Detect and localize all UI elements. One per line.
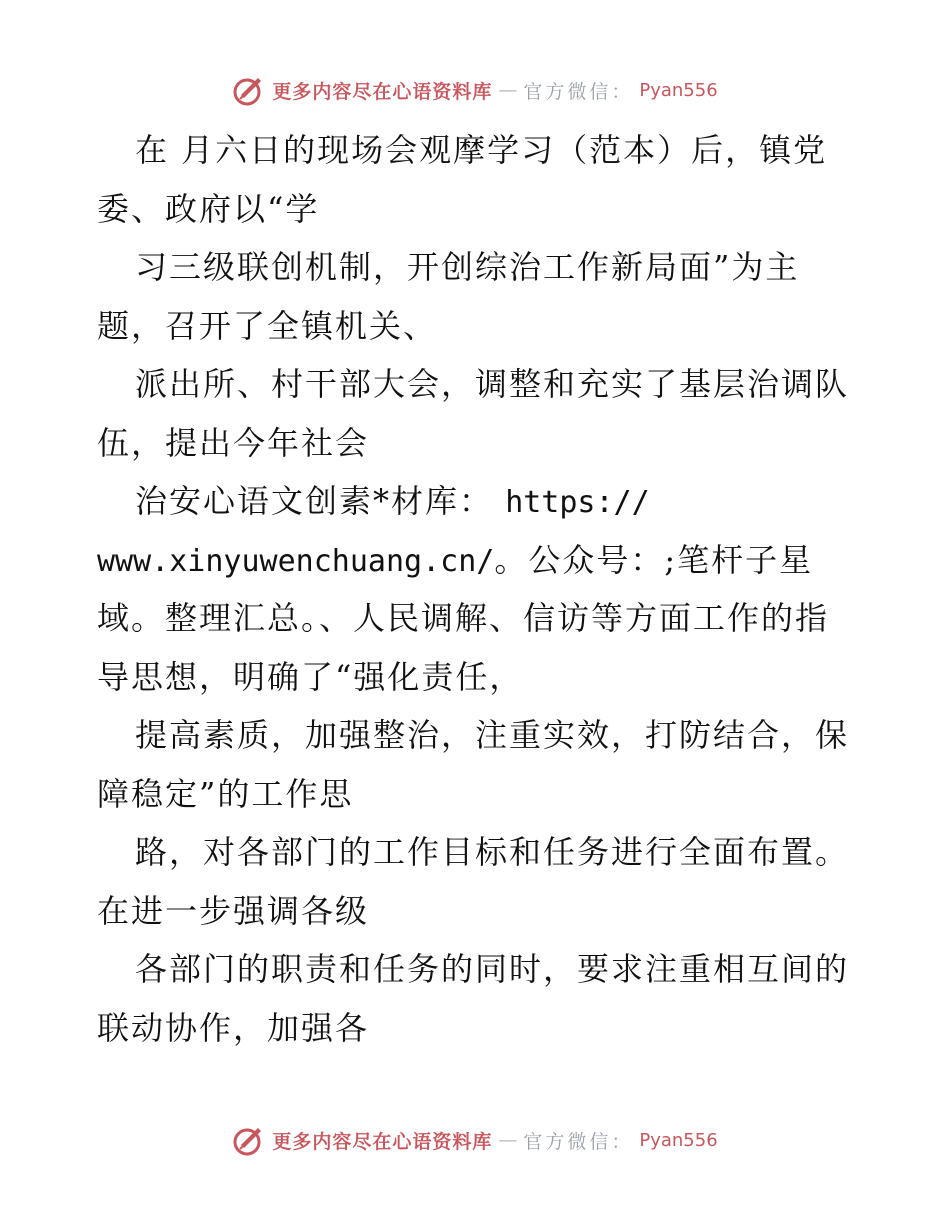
header-watermark bbox=[0, 70, 950, 110]
text-line: 导思想，明确了“强化责任， bbox=[97, 657, 524, 696]
text-line: 在进一步强调各级 bbox=[97, 891, 370, 930]
quill-pen-logo-icon bbox=[232, 73, 266, 107]
text-segment: 治安心语文创素*材库： bbox=[135, 482, 494, 520]
text-line: 伍，提出今年社会 bbox=[97, 423, 370, 462]
text-segment: 。公众号：;笔杆子星 bbox=[494, 540, 814, 579]
text-line: 在 月六日的现场会观摩学习（范本）后，镇党 bbox=[135, 131, 828, 169]
watermark-wechat-label: 官方微信： bbox=[523, 80, 634, 103]
text-line: 障稳定”的工作思 bbox=[97, 774, 354, 813]
watermark-main-text: 更多内容尽在心语资料库 bbox=[272, 80, 493, 103]
watermark-separator: — bbox=[498, 1129, 518, 1151]
watermark-main-text: 更多内容尽在心语资料库 bbox=[272, 1130, 493, 1153]
url-domain: www.xinyuwenchuang.cn/ bbox=[97, 543, 495, 579]
url-prefix: https:// bbox=[505, 485, 650, 520]
text-line: 各部门的职责和任务的同时，要求注重相互间的 bbox=[135, 950, 850, 988]
text-line: 联动协作，加强各 bbox=[97, 1008, 370, 1047]
text-line: 派出所、村干部大会，调整和充实了基层治调队 bbox=[135, 365, 850, 403]
text-line: 题，召开了全镇机关、 bbox=[97, 306, 438, 345]
watermark-separator: — bbox=[498, 79, 518, 101]
watermark-wechat-id: Pyan556 bbox=[639, 79, 718, 101]
watermark-wechat-label: 官方微信： bbox=[523, 1130, 634, 1153]
text-line-with-url bbox=[97, 531, 877, 590]
text-line: 习三级联创机制，开创综治工作新局面”为主 bbox=[135, 248, 800, 286]
text-line: 域。整理汇总。、人民调解、信访等方面工作的指 bbox=[97, 599, 830, 637]
watermark-wechat-id: Pyan556 bbox=[639, 1129, 718, 1151]
quill-pen-logo-icon bbox=[232, 1123, 266, 1157]
text-line: 路，对各部门的工作目标和任务进行全面布置。 bbox=[135, 833, 850, 871]
text-line: 提高素质，加强整治，注重实效，打防结合，保 bbox=[135, 716, 850, 754]
document-body bbox=[97, 121, 877, 1057]
footer-watermark bbox=[0, 1120, 950, 1160]
text-line: 委、政府以“学 bbox=[97, 189, 320, 228]
text-line-with-url bbox=[97, 472, 877, 531]
